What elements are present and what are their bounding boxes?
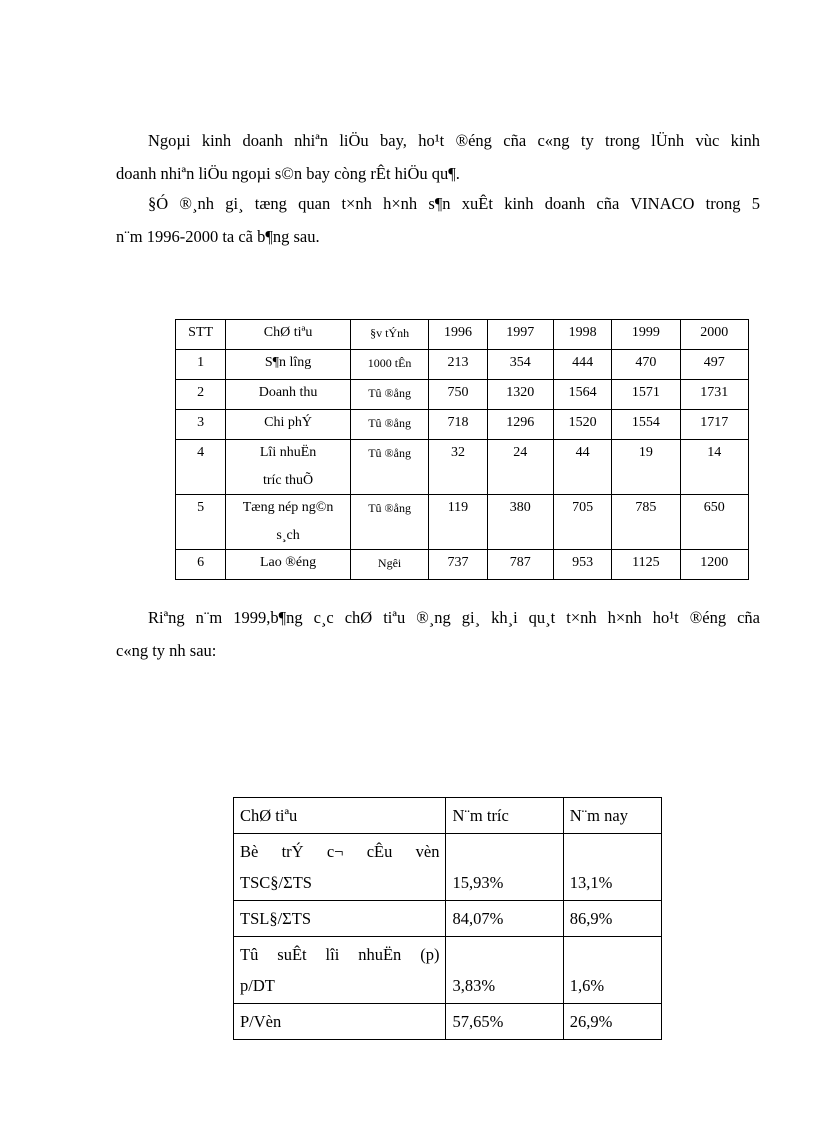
paragraph-2 [116,187,760,253]
table-row [176,350,749,380]
header-current-year: N¨m nay [563,798,661,834]
row-label: TSC§/ΣTS [240,873,312,892]
paragraph-3-line-1: Riªng n¨m 1999,b¶ng c¸c chØ tiªu ®¸ng gi¸ kh¸i qu¸t t×nh h×nh ho¹t ®éng cña [148,608,760,627]
row-value: 750 [429,380,487,410]
row-value: 1296 [487,410,553,440]
table-header-row [234,798,662,834]
table-row [176,550,749,580]
row-unit: Tû ®ång [350,495,428,550]
row-value: 44 [553,440,611,495]
row-stt: 4 [176,440,226,495]
paragraph-1-line-1: Ngoµi kinh doanh nhiªn liÖu bay, ho¹t ®éng cña c«ng ty trong lÜnh vùc kinh [148,131,760,150]
row-value: 1717 [680,410,748,440]
row-value: 14 [680,440,748,495]
row-value-previous [446,834,563,901]
paragraph-1 [116,124,760,190]
row-value: 19 [612,440,680,495]
row-stt: 3 [176,410,226,440]
row-unit: Tû ®ång [350,410,428,440]
row-value: 13,1% [569,873,613,892]
header-indicator: ChØ tiªu [234,798,446,834]
row-stt: 5 [176,495,226,550]
row-value-current [563,834,661,901]
row-value: 1,6% [569,976,605,995]
row-indicator-line-2: s¸ch [276,528,300,543]
header-year-2000: 2000 [680,320,748,350]
paragraph-2-line-1: §Ó ®¸nh gi¸ tæng quan t×nh h×nh s¶n xuÊt kinh doanh cña VINACO trong 5 [148,194,760,213]
row-stt: 1 [176,350,226,380]
row-value: 1564 [553,380,611,410]
group-profit-rate [234,937,446,1004]
row-value: 1731 [680,380,748,410]
row-value: 718 [429,410,487,440]
row-value: 470 [612,350,680,380]
header-year-1996: 1996 [429,320,487,350]
row-value-previous [446,937,563,1004]
indicators-table-1999 [233,797,662,1040]
row-value: 84,07% [446,901,563,937]
row-value: 3,83% [452,976,496,995]
row-value: 737 [429,550,487,580]
row-stt: 6 [176,550,226,580]
row-value: 705 [553,495,611,550]
header-unit: §v tÝnh [350,320,428,350]
row-indicator: S¶n lîng [226,350,351,380]
row-indicator: Doanh thu [226,380,351,410]
row-value: 57,65% [446,1004,563,1040]
row-value: 953 [553,550,611,580]
table-row [176,495,749,550]
row-label: P/Vèn [234,1004,446,1040]
table-row [234,901,662,937]
table-row [176,440,749,495]
group-title: Bè trÝ c¬ cÊu vèn [240,842,440,861]
header-previous-year: N¨m tríc [446,798,563,834]
row-indicator-line-1: Tæng nép ng©n [242,500,334,515]
row-value: 785 [612,495,680,550]
group-capital-structure [234,834,446,901]
row-value: 1125 [612,550,680,580]
summary-table-1996-2000 [175,319,749,580]
table-row [234,1004,662,1040]
row-indicator [226,440,351,495]
header-year-1999: 1999 [612,320,680,350]
row-value-current [563,937,661,1004]
row-value: 1520 [553,410,611,440]
row-value: 1571 [612,380,680,410]
row-indicator: Chi phÝ [226,410,351,440]
row-indicator [226,495,351,550]
table-group-row [234,937,662,1004]
row-value: 32 [429,440,487,495]
row-value: 354 [487,350,553,380]
row-value: 119 [429,495,487,550]
row-stt: 2 [176,380,226,410]
row-label: p/DT [240,976,275,995]
row-value: 26,9% [563,1004,661,1040]
row-value: 1200 [680,550,748,580]
table-row [176,380,749,410]
row-value: 24 [487,440,553,495]
paragraph-3 [116,601,760,667]
row-value: 213 [429,350,487,380]
group-title: Tû suÊt lîi nhuËn (p) [240,945,440,964]
row-value: 497 [680,350,748,380]
row-indicator: Lao ®éng [226,550,351,580]
paragraph-2-line-2: n¨m 1996-2000 ta cã b¶ng sau. [116,227,320,246]
header-stt: STT [176,320,226,350]
row-value: 380 [487,495,553,550]
paragraph-3-line-2: c«ng ty nh sau: [116,641,217,660]
header-year-1998: 1998 [553,320,611,350]
row-value: 86,9% [563,901,661,937]
row-label: TSL§/ΣTS [234,901,446,937]
table-row [176,410,749,440]
header-indicator: ChØ tiªu [226,320,351,350]
row-value: 15,93% [452,873,504,892]
paragraph-1-line-2: doanh nhiªn liÖu ngoµi s©n bay còng rÊt hiÖu qu¶. [116,164,460,183]
row-value: 1554 [612,410,680,440]
row-unit: Tû ®ång [350,380,428,410]
row-indicator-line-1: Lîi nhuËn [259,445,317,460]
row-indicator-line-2: tríc thuÕ [262,473,314,488]
table-group-row [234,834,662,901]
table-header-row [176,320,749,350]
row-unit: Ngêi [350,550,428,580]
row-unit: 1000 tÊn [350,350,428,380]
row-value: 787 [487,550,553,580]
row-value: 1320 [487,380,553,410]
row-unit: Tû ®ång [350,440,428,495]
row-value: 444 [553,350,611,380]
header-year-1997: 1997 [487,320,553,350]
row-value: 650 [680,495,748,550]
